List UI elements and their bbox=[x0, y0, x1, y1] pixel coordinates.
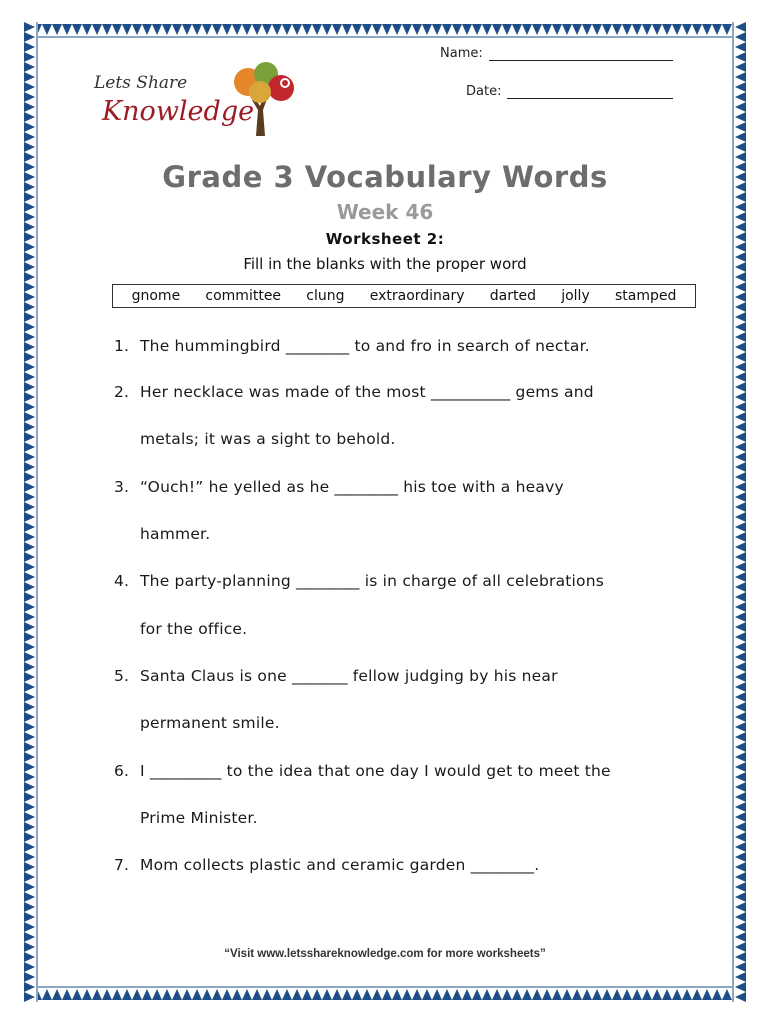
question-text: “Ouch!” he yelled as he ________ his toe with a heavy bbox=[140, 478, 564, 496]
word-bank-item: committee bbox=[205, 288, 282, 304]
page-subtitle: Week 46 bbox=[336, 200, 434, 224]
word-bank bbox=[112, 284, 696, 308]
question-number: 2. bbox=[114, 383, 130, 401]
name-field[interactable] bbox=[440, 46, 673, 61]
worksheet-label: Worksheet 2: bbox=[325, 230, 445, 248]
question-4-continued: for the office. bbox=[140, 620, 248, 638]
question-6 bbox=[114, 761, 714, 781]
question-number: 5. bbox=[114, 667, 130, 685]
question-7 bbox=[114, 855, 714, 875]
question-3 bbox=[114, 477, 714, 497]
question-4 bbox=[114, 571, 714, 591]
page-border-top bbox=[22, 22, 748, 38]
word-bank-item: stamped bbox=[614, 288, 677, 304]
lets-share-knowledge-logo bbox=[88, 60, 308, 138]
question-5-continued: permanent smile. bbox=[140, 714, 280, 732]
name-label: Name: bbox=[440, 46, 483, 61]
question-number: 3. bbox=[114, 478, 130, 496]
date-field[interactable] bbox=[466, 84, 673, 99]
word-bank-item: darted bbox=[489, 288, 536, 304]
question-6-continued: Prime Minister. bbox=[140, 809, 258, 827]
question-number: 7. bbox=[114, 856, 130, 874]
word-bank-item: jolly bbox=[561, 288, 590, 304]
question-text: I _________ to the idea that one day I would get to meet the bbox=[140, 762, 611, 780]
question-number: 1. bbox=[114, 337, 130, 355]
question-2-continued: metals; it was a sight to behold. bbox=[140, 430, 396, 448]
question-text: Her necklace was made of the most __________ gems and bbox=[140, 383, 594, 401]
question-2 bbox=[114, 382, 714, 402]
question-1 bbox=[114, 336, 714, 356]
question-5 bbox=[114, 666, 714, 686]
word-bank-item: clung bbox=[306, 288, 345, 304]
page-border-bottom bbox=[22, 986, 748, 1002]
word-bank-item: extraordinary bbox=[369, 288, 465, 304]
question-3-continued: hammer. bbox=[140, 525, 211, 543]
question-text: The hummingbird ________ to and fro in search of nectar. bbox=[140, 337, 590, 355]
svg-text:Knowledge: Knowledge bbox=[102, 96, 255, 127]
footer-link-text: “Visit www.letsshareknowledge.com for more worksheets” bbox=[224, 948, 546, 960]
word-bank-item: gnome bbox=[131, 288, 181, 304]
question-text: Mom collects plastic and ceramic garden ________. bbox=[140, 856, 540, 874]
date-label: Date: bbox=[466, 84, 502, 99]
svg-text:Lets Share: Lets Share bbox=[94, 73, 188, 93]
question-number: 6. bbox=[114, 762, 130, 780]
page-title: Grade 3 Vocabulary Words bbox=[162, 160, 608, 194]
question-text: The party-planning ________ is in charge of all celebrations bbox=[140, 572, 605, 590]
date-blank[interactable] bbox=[507, 87, 673, 99]
question-text: Santa Claus is one _______ fellow judging by his near bbox=[140, 667, 558, 685]
instructions: Fill in the blanks with the proper word bbox=[243, 255, 527, 273]
name-blank[interactable] bbox=[489, 49, 673, 61]
question-number: 4. bbox=[114, 572, 130, 590]
